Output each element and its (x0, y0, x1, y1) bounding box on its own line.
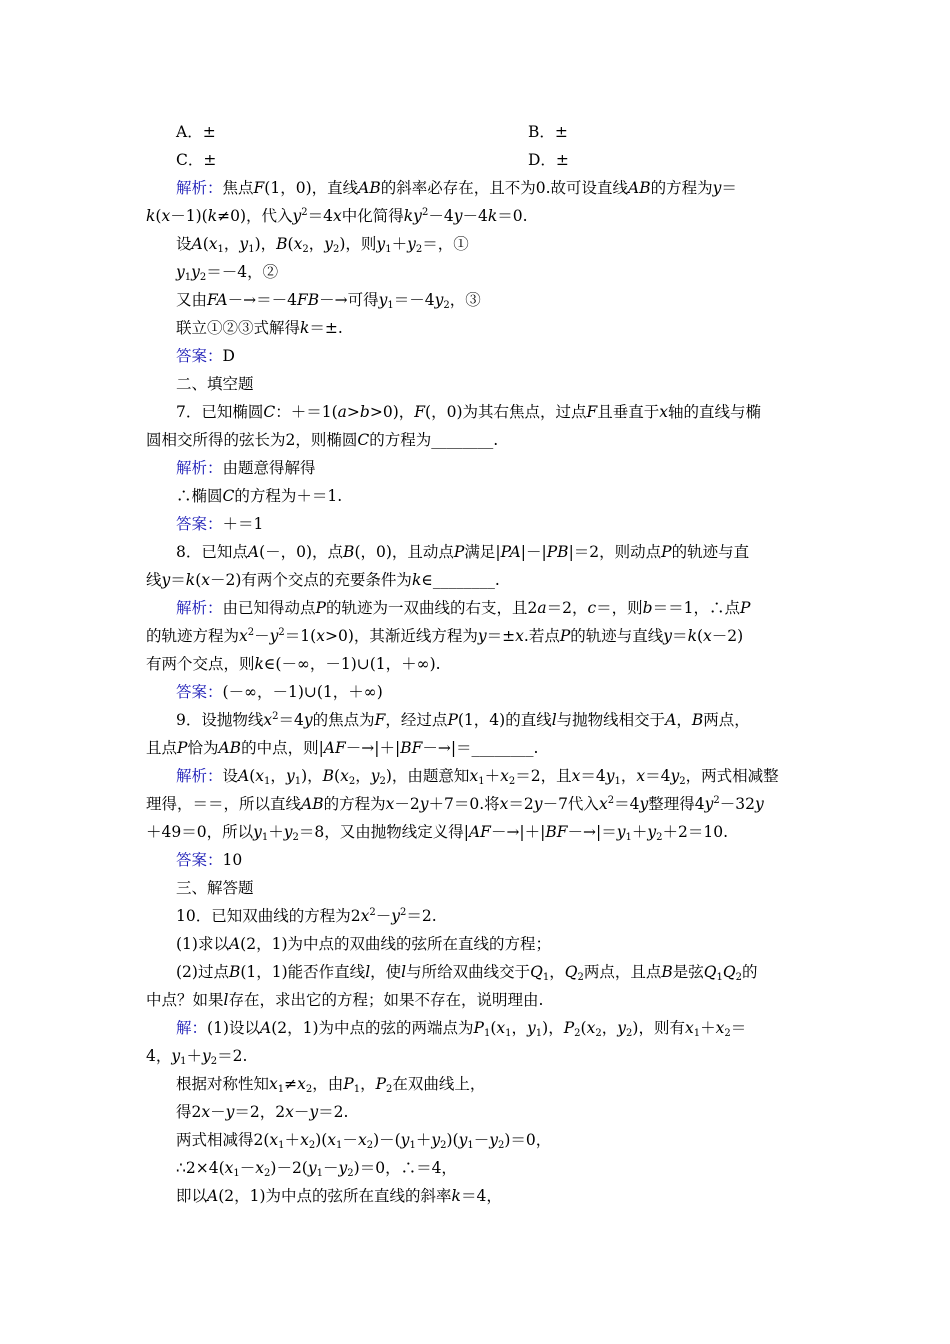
q6-solution-line-1: 解析：焦点F(1，0)，直线AB的斜率必存在，且不为0.故可设直线AB的方程为y＝ (176, 179, 737, 197)
solution-label: 解析： (176, 599, 223, 617)
q8-solution-line-3: 有两个交点，则k∈(－∞，－1)∪(1，＋∞). (146, 655, 441, 673)
section-heading-fill-blank: 二、填空题 (176, 375, 254, 393)
q10-part-1: (1)求以A(2，1)为中点的双曲线的弦所在直线的方程； (176, 935, 551, 953)
answer-value: D (222, 347, 235, 365)
q9-solution-line-2: 理得，＝＝，所以直线AB的方程为x－2y＋7＝0.将x＝2y－7代入$x^2=4y$整理得$4y^2-32y$ (146, 795, 764, 813)
option-c: C．± (176, 151, 217, 169)
answer-label: 答案： (176, 347, 223, 365)
answer-label: 答案： (176, 851, 223, 869)
option-b: B．± (528, 123, 568, 141)
q9-solution-line-1: 解析：设$A(x_1$，$y_1$)，$B(x_2$，$y_2$)，由题意知$x_1+x_2=2$，且$x=4y_1$，$x=4y_2$，两式相减整 (176, 767, 779, 787)
q10-solution-line-7: 即以A(2，1)为中点的弦所在直线的斜率k＝4， (176, 1187, 502, 1205)
section-heading-solve: 三、解答题 (176, 879, 254, 897)
q10-part-2-line-2: 中点？如果l存在，求出它的方程；如果不存在，说明理由. (146, 991, 544, 1009)
q6-solution-line-3: 设$A(x_1$，$y_1$)，$B(x_2$，$y_2$)，则$y_1+y_2=$，① (176, 235, 469, 255)
q10-solution-line-1: 解：(1)设以A(2，1)为中点的弦的两端点为$P_1(x_1$，$y_1$)，$P_2(x_2$，$y_2$)，则有$x_1+x_2=$ (176, 1019, 747, 1039)
q7-line-1: 7．已知椭圆C：＋＝1(a>b>0)，F(，0)为其右焦点，过点F且垂直于x轴的直线与椭 (176, 403, 762, 421)
q8-solution-line-1: 解析：由已知得动点P的轨迹为一双曲线的右支，且2a＝2，c＝，则b＝＝1，∴点P (176, 599, 751, 617)
option-a: A．± (176, 123, 216, 141)
q10-line-1: 10．已知双曲线的方程为$2x^2-y^2=2$. (176, 907, 437, 925)
option-d: D．± (528, 151, 569, 169)
solution-label: 解析： (176, 767, 223, 785)
solution-label: 解析： (176, 459, 223, 477)
q8-solution-line-2: 的轨迹方程为$x^2-y^2=1(x>0)$，其渐近线方程为y＝±x.若点P的轨迹与直线y＝k(x－2) (146, 627, 744, 645)
q7-answer: 答案：＋＝1 (176, 515, 264, 533)
q6-solution-line-2: k(x－1)(k≠0)，代入$y^2=4x$中化简得$ky^2-4y-4k=0$. (146, 207, 528, 225)
q8-line-1: 8．已知点A(－，0)，点B(，0)，且动点P满足|PA|－|PB|＝2，则动点P的轨迹与直 (176, 543, 750, 561)
q6-solution-line-4: $y_1y_2=-4$，② (176, 263, 279, 283)
q9-answer (176, 850, 846, 870)
q10-solution-line-3: 根据对称性知$x_1\ne x_2$，由$P_1$，$P_2$在双曲线上， (176, 1075, 486, 1095)
q10-solution-line-2: 4，$y_1+y_2=2$. (146, 1047, 248, 1067)
q9-line-2: 且点P恰为AB的中点，则|AF－→|＋|BF－→|＝________. (146, 739, 539, 757)
q10-solution-line-5: 两式相减得$2(x_1+x_2)(x_1-x_2)-(y_1+y_2)(y_1-y_2)=0$， (176, 1131, 552, 1151)
q7-line-2: 圆相交所得的弦长为2，则椭圆C的方程为________. (146, 431, 499, 449)
answer-value: 10 (222, 851, 243, 869)
q8-line-2: 线y＝k(x－2)有两个交点的充要条件为k∈________. (146, 571, 500, 589)
q9-solution-line-3: ＋49＝0，所以$y_1+y_2=8$，又由抛物线定义得$|AF-\to|+|BF-\to|=y_1+y_2+2=10$. (146, 823, 729, 843)
q9-line-1: 9．设抛物线$x^2=4y$的焦点为F，经过点P(1，4)的直线l与抛物线相交于A，B两点， (176, 711, 750, 729)
answer-label: 答案： (176, 683, 223, 701)
q6-solution-line-6: 联立①②③式解得k＝±. (176, 319, 343, 337)
q7-solution-line-2: ∴椭圆C的方程为＋＝1. (176, 487, 343, 505)
q7-solution-line-1: 解析：由题意得解得 (176, 459, 316, 477)
solution-label: 解析： (176, 179, 223, 197)
q10-part-2-line-1: (2)过点B(1，1)能否作直线l，使l与所给双曲线交于$Q_1$，$Q_2$两点，且点B是弦$Q_1Q_2$的 (176, 963, 758, 983)
q6-solution-line-5: 又由FA－→＝－4FB－→可得$y_1=-4y_2$，③ (176, 291, 481, 311)
solution-label: 解： (176, 1019, 208, 1037)
q6-answer (176, 346, 846, 366)
answer-label: 答案： (176, 515, 223, 533)
answer-value: (－∞，－1)∪(1，＋∞) (222, 683, 383, 701)
q10-solution-line-4: 得2x－y＝2，2x－y＝2. (176, 1103, 349, 1121)
q10-solution-line-6: $\therefore 2\times 4(x_1-x_2)-2(y_1-y_2)=0$，∴＝4， (176, 1159, 457, 1179)
q8-answer (176, 682, 846, 702)
